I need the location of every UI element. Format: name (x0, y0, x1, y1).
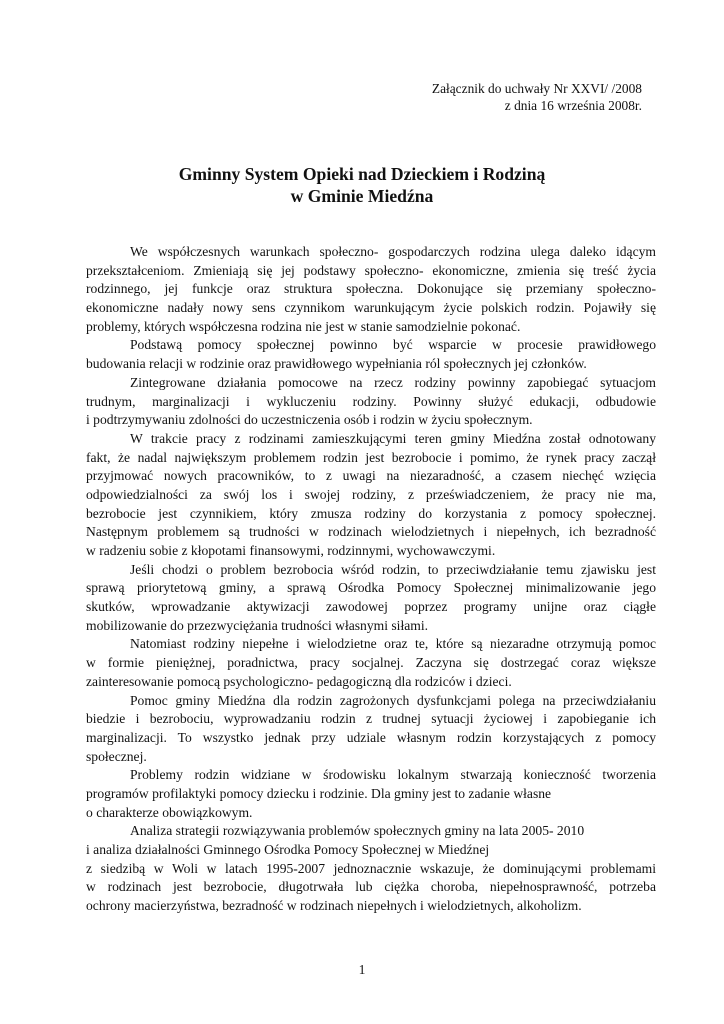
body-line: i analiza działalności Gminnego Ośrodka Pomocy Społecznej w Miedźnej (86, 842, 490, 857)
body-line: problemy, których współczesna rodzina nie jest w stanie samodzielnie pokonać. (86, 318, 521, 334)
body-line: zainteresowanie pomocą psychologiczno- pedagogiczną dla rodziców i dzieci. (86, 673, 512, 689)
body-line: przyjmować nowych pracowników, to z uwagi na niezaradność, a czasem niechęć wzięcia (86, 468, 656, 484)
body-line: fakt, że nadal największym problemem rodzin jest bezrobocie i pomimo, że rynek pracy zaczął (86, 449, 656, 465)
body-line: skutków, wprowadzanie aktywizacji zawodowej poprzez programy unijne oraz ciągłe (86, 599, 656, 615)
body-line: bezrobocie jest czynnikiem, który zmusza rodziny do korzystania z pomocy społecznej. (86, 505, 656, 521)
body-line: w rodzinach jest bezrobocie, długotrwała lub ciężka choroba, niepełnosprawność, potrzeba (86, 879, 656, 895)
body-line: Jeśli chodzi o problem bezrobocia wśród rodzin, to przeciwdziałanie temu zjawisku jest (130, 561, 656, 577)
body-line: biedzie i bezrobociu, wyprowadzaniu rodzin z trudnej sytuacji życiowej i zapobieganie ich (86, 711, 656, 727)
body-line: społecznej. (86, 748, 147, 764)
body-line: Analiza strategii rozwiązywania problemów społecznych gminy na lata 2005- 2010 (130, 823, 585, 839)
body-line: odpowiedzialności za swój los i swojej rodziny, z przeświadczeniem, że pracy nie ma, (86, 486, 656, 502)
body-line: sprawą priorytetową gminy, a sprawą Ośrodka Pomocy Społecznej minimalizowanie jego (86, 580, 656, 596)
body-line: Pomoc gminy Miedźna dla rodzin zagrożonych dysfunkcjami polega na przeciwdziałaniu (130, 692, 656, 708)
body-line: rodzinnego, jej funkcje oraz struktura społeczna. Dokonujące się przemiany społeczno- (86, 281, 656, 297)
body-line: W trakcie pracy z rodzinami zamieszkującymi teren gminy Miedźna został odnotowany (130, 430, 656, 446)
document-title-line-1: Gminny System Opieki nad Dzieckiem i Rodziną (178, 164, 546, 184)
body-line: Następnym problemem są trudności w rodzinach wielodzietnych i niepełnych, ich bezradność (86, 524, 656, 540)
body-line: mobilizowanie do przezwyciężania trudności własnymi siłami. (86, 617, 429, 633)
body-line: marginalizacji. To wszystko jednak przy udziale własnym rodzin korzystających z pomocy (86, 729, 656, 745)
attachment-note (432, 80, 642, 114)
body-line: ochrony macierzyństwa, bezradność w rodzinach niepełnych i wielodzietnych, alkoholizm. (86, 898, 582, 914)
body-line: przekształceniom. Zmieniają się jej podstawy społeczno- ekonomiczne, zmienia się treść życia (86, 262, 656, 278)
document-title (0, 163, 724, 207)
attachment-note-line-1: Załącznik do uchwały Nr XXVI/ /2008 (431, 81, 642, 96)
page-number: 1 (358, 962, 366, 977)
body-line: Natomiast rodziny niepełne i wielodzietne oraz te, które są niezaradne otrzymują pomoc (130, 636, 656, 652)
body-line: ekonomiczne nadały nowy sens czynnikom warunkującym życie polskich rodzin. Pojawiły się (86, 300, 656, 316)
body-line: w radzeniu sobie z kłopotami finansowymi, rodzinnymi, wychowawczymi. (86, 543, 496, 558)
body-line: We współczesnych warunkach społeczno- gospodarczych rodzina ulega daleko idącym (130, 244, 656, 259)
body-line: trudnym, marginalizacji i wykluczeniu rodziny. Powinny służyć edukacji, odbudowie (86, 393, 656, 409)
body-line: Zintegrowane działania pomocowe na rzecz rodziny powinny zapobiegać sytuacjom (130, 374, 656, 390)
body-line: z siedzibą w Woli w latach 1995-2007 jednoznacznie wskazuje, że dominującymi problemami (86, 860, 656, 876)
body-line: Podstawą pomocy społecznej powinno być wsparcie w procesie prawidłowego (130, 337, 656, 353)
body-line: i podtrzymywaniu zdolności do uczestniczenia osób i rodzin w życiu społecznym. (86, 412, 533, 428)
document-title-line-2: w Gminie Miedźna (290, 186, 434, 206)
body-line: w formie pieniężnej, poradnictwa, pracy socjalnej. Zaczyna się dostrzegać coraz większe (86, 655, 656, 671)
body-line: budowania relacji w rodzinie oraz prawidłowego wypełniania ról społecznych jej członków. (86, 356, 587, 372)
body-line: Problemy rodzin widziane w środowisku lokalnym stwarzają konieczność tworzenia (130, 767, 656, 783)
body-line: programów profilaktyki pomocy dziecku i rodzinie. Dla gminy jest to zadanie własne (86, 785, 552, 801)
attachment-note-line-2: z dnia 16 września 2008r. (504, 98, 642, 113)
document-body (86, 243, 656, 916)
body-line: o charakterze obowiązkowym. (86, 804, 253, 820)
